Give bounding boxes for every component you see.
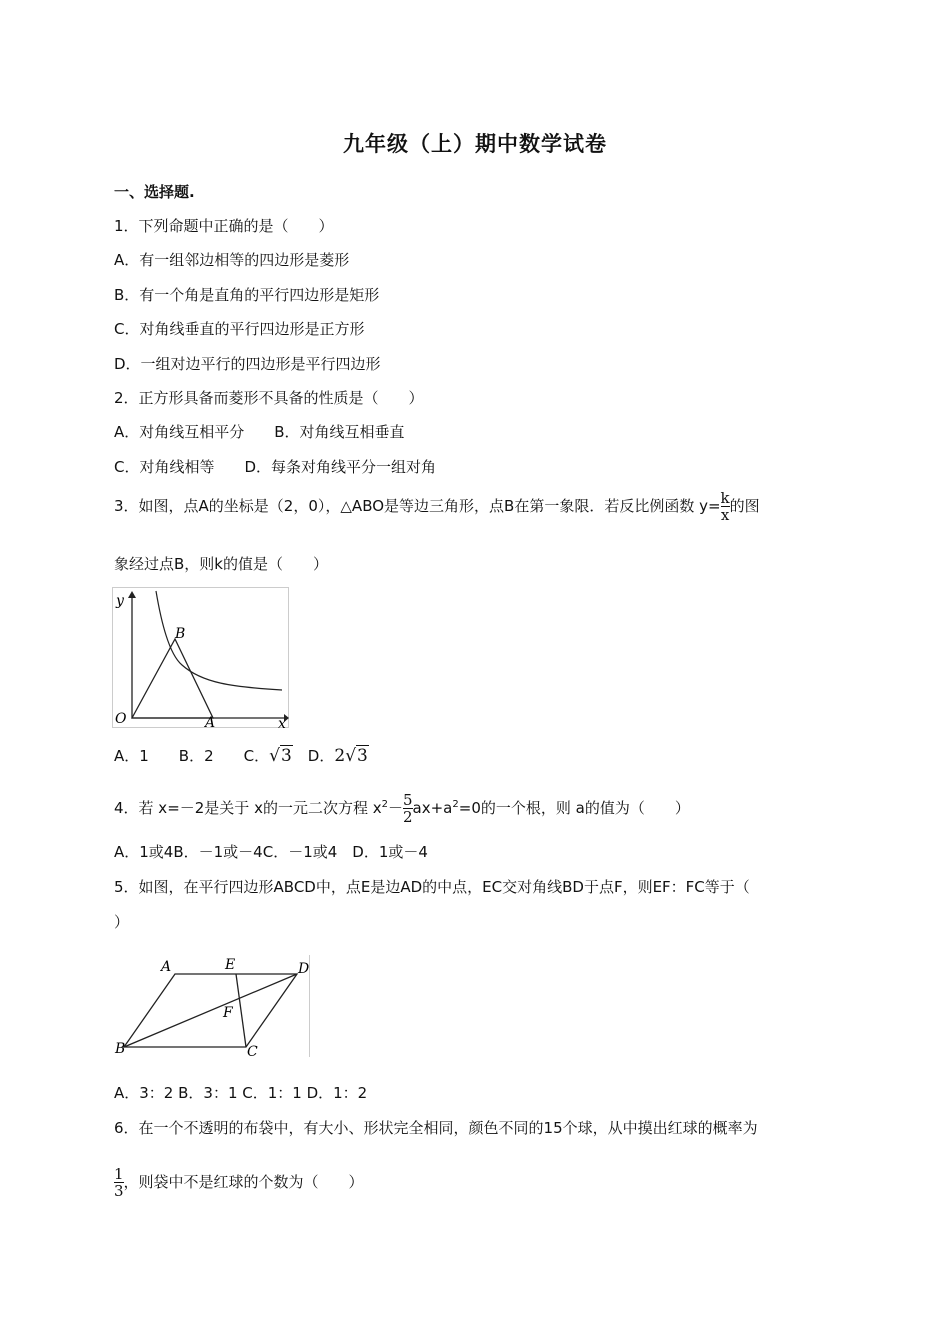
fraction-denominator: 2 [402,808,413,826]
q5-figure-parallelogram [112,953,314,1059]
fraction-denominator: x [720,506,730,524]
q3-option-c-sqrt3: √3 [269,746,292,766]
q5-stem-close: ） [114,913,130,931]
label-b: B [115,1041,126,1057]
q3-options [114,746,369,766]
q3-stem-line1 [114,490,760,523]
q1-option-c: C．对角线垂直的平行四边形是正方形 [114,320,365,338]
label-a: A [161,959,172,975]
q1-option-b: B．有一个角是直角的平行四边形是矩形 [114,286,380,304]
q2-options-row2: C．对角线相等 D．每条对角线平分一组对角 [114,458,437,476]
q3-stem-text: 3．如图，点A的坐标是（2，0），△ABO是等边三角形，点B在第一象限．若反比例函数 y= [114,497,721,515]
coefficient: 2 [334,746,346,766]
label-b: B [175,626,186,642]
q1-stem: 1．下列命题中正确的是（ ） [114,217,334,235]
q1-option-d: D．一组对边平行的四边形是平行四边形 [114,355,381,373]
label-d: D [298,961,310,977]
q4-stem [114,792,690,825]
q4-exponent-2: 2 [452,799,459,810]
section-heading: 一、选择题. [114,183,195,201]
q4-exponent: 2 [381,799,388,810]
label-f: F [223,1005,233,1021]
q6-stem: 6．在一个不透明的布袋中，有大小、形状完全相同，颜色不同的15个球，从中摸出红球的概率为 [114,1119,758,1137]
label-o: O [115,711,127,727]
radicand: 3 [280,746,292,766]
fraction-denominator: 3 [114,1182,124,1200]
q6-stem-line2 [114,1166,364,1199]
label-y: y [116,593,124,609]
q4-minus: － [387,799,403,817]
q3-option-d-label: D． [292,747,335,765]
q2-stem: 2．正方形具备而菱形不具备的性质是（ ） [114,389,424,407]
q1-option-a: A．有一组邻边相等的四边形是菱形 [114,251,350,269]
q5-stem: 5．如图，在平行四边形ABCD中，点E是边AD的中点，EC交对角线BD于点F，则EF：FC等于（ [114,878,750,896]
y-axis-arrow-icon [128,591,136,598]
q3-option-d-2sqrt3: 2√3 [334,746,368,766]
q3-stem-line2: 象经过点B，则k的值是（ ） [114,555,328,573]
q4-fraction-5-over-2 [403,792,413,825]
label-x: x [278,716,286,729]
label-a: A [205,715,216,729]
q3-stem-tail: 的图 [729,497,760,515]
q4-options: A．1或4B．－1或－4C．－1或4 D．1或－4 [114,843,428,861]
q4-stem-text: 4．若 x=－2是关于 x的一元二次方程 x [114,799,382,817]
q6-fraction-1-over-3 [114,1166,124,1199]
q4-stem-tail: =0的一个根，则 a的值为（ ） [458,799,690,817]
q5-options: A．3：2 B．3：1 C．1：1 D．1：2 [114,1084,368,1102]
q3-options-ab: A．1 B．2 C． [114,747,270,765]
fraction-numerator: 5 [402,791,413,809]
page-title: 九年级（上）期中数学试卷 [343,132,607,156]
label-c: C [247,1044,258,1059]
q6-stem-tail: ，则袋中不是红球的个数为（ ） [123,1173,364,1191]
q4-stem-mid: ax+a [412,799,453,817]
q3-figure-graph [112,587,290,729]
q2-options-row1: A．对角线互相平分 B．对角线互相垂直 [114,423,405,441]
segment-ec [236,974,246,1047]
radicand: 3 [357,746,368,766]
label-e: E [225,957,236,973]
fraction-numerator: k [720,489,730,507]
q3-fraction-k-over-x [721,490,730,523]
fraction-numerator: 1 [114,1165,124,1183]
